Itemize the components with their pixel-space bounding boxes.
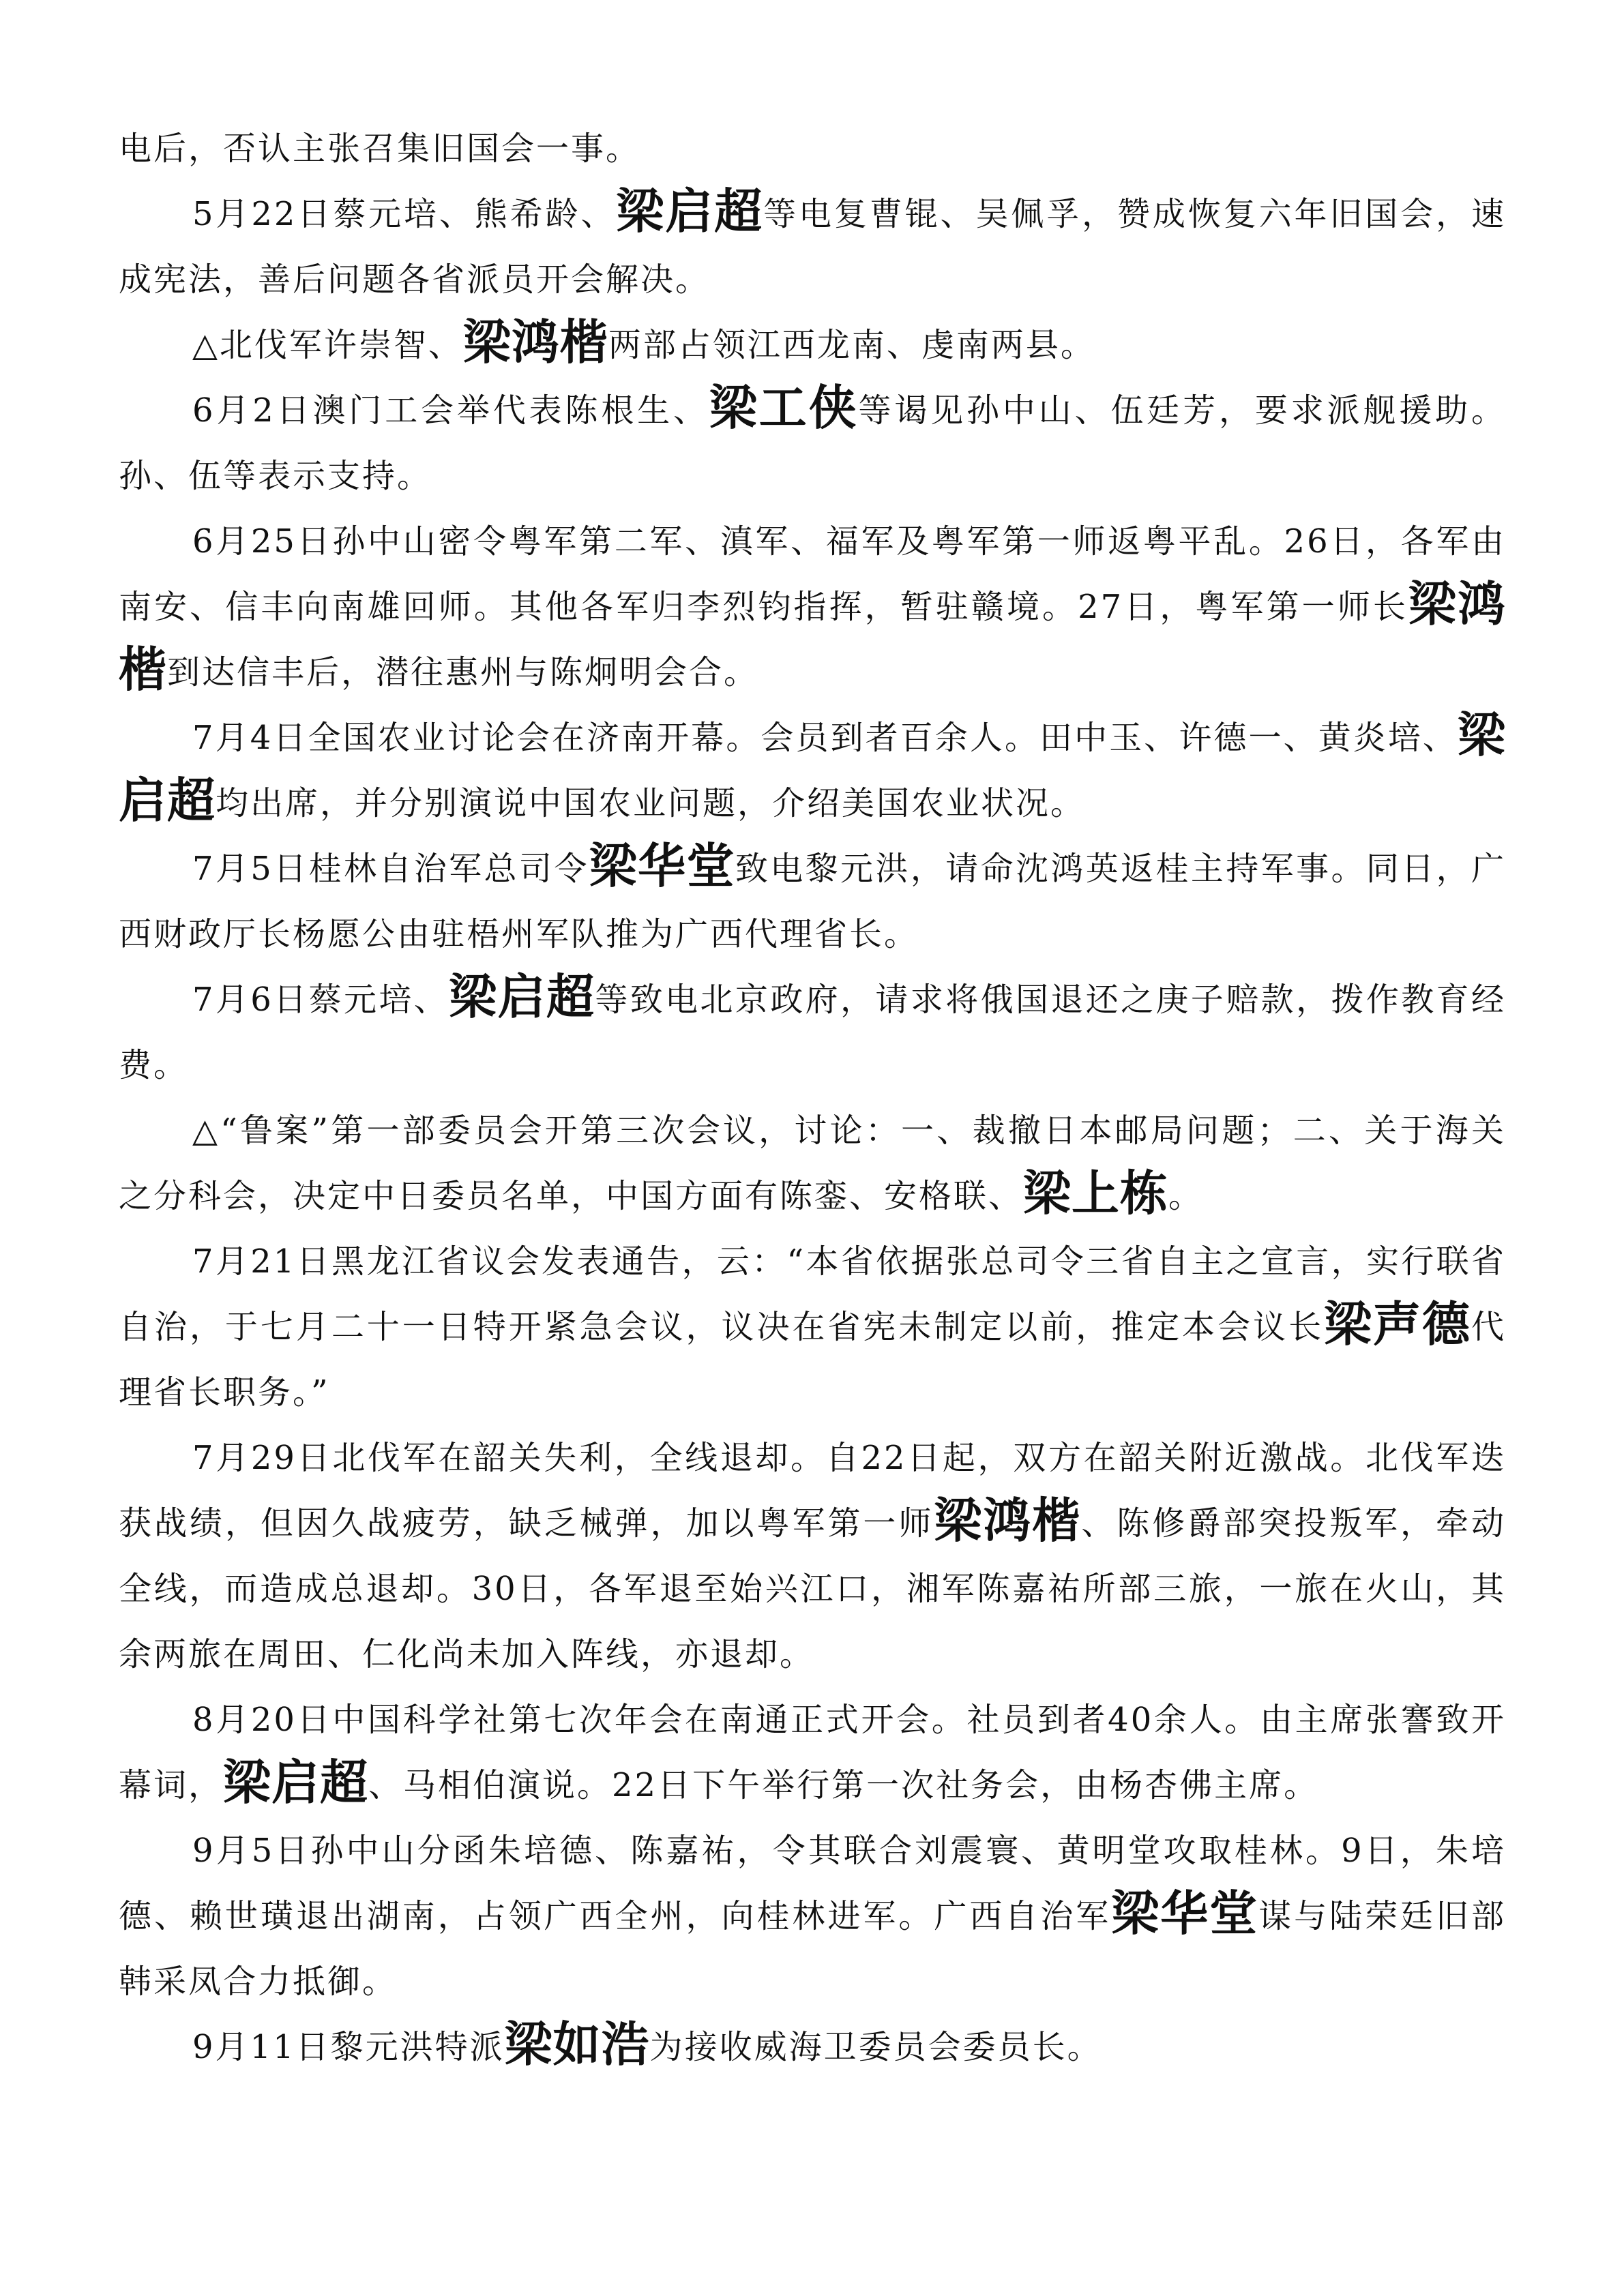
text-run: 等谒见孙中山、伍廷芳，要求派舰援助。孙、伍等表示支持。 [119,391,1506,495]
highlighted-name: 梁启超 [616,183,764,239]
paragraph [119,1098,1506,1229]
paragraph [119,1687,1506,1818]
highlighted-name: 梁华堂 [589,838,735,894]
text-run: 9月5日孙中山分函朱培德、陈嘉祐，令其联合刘震寰、黄明堂攻取桂林。9日，朱培德、赖世璜退出湖南，占领广西全州，向桂林进军。广西自治军 [119,1832,1506,1935]
paragraph [119,836,1506,967]
highlighted-name: 梁启超 [449,969,595,1025]
text-run: 均出席，并分别演说中国农业问题，介绍美国农业状况。 [216,784,1086,822]
text-run: 7月21日黑龙江省议会发表通告，云：“本省依据张总司令三省自主之宣言，实行联省自治，于七月二十一日特开紧急会议，议决在省宪未制定以前，推定本会议长 [119,1242,1506,1346]
text-run: 为接收威海卫委员会委员长。 [649,2028,1102,2066]
text-run: 6月2日澳门工会举代表陈根生、 [192,391,709,430]
text-run: 5月22日蔡元培、熊希龄、 [192,195,617,233]
paragraph [119,705,1506,836]
highlighted-name: 梁如浩 [504,2016,650,2072]
paragraph [119,1818,1506,2014]
text-run: 7月4日全国农业讨论会在济南开幕。会员到者百余人。田中玉、许德一、黄炎培、 [192,719,1458,757]
text-run: 等电复曹锟、吴佩孚，赞成恢复六年旧国会，速成宪法，善后问题各省派员开会解决。 [119,195,1506,299]
highlighted-name: 梁华堂 [1111,1885,1259,1941]
paragraph [119,509,1506,705]
text-run: 等致电北京政府，请求将俄国退还之庚子赔款，拨作教育经费。 [119,981,1506,1084]
text-run: 到达信丰后，潜往惠州与陈炯明会合。 [167,653,759,691]
highlighted-name: 梁启超 [223,1755,369,1810]
highlighted-name: 梁鸿楷 [934,1493,1082,1549]
text-run: 7月29日北伐军在韶关失利，全线退却。自22日起，双方在韶关附近激战。北伐军迭获战绩，但因久战疲劳，缺乏械弹，加以粤军第一师 [119,1439,1506,1542]
paragraph [119,378,1506,509]
paragraph [119,2014,1506,2080]
text-run: △“鲁案”第一部委员会开第三次会议，讨论：一、裁撤日本邮局问题；二、关于海关之分科会，决定中日委员名单，中国方面有陈銮、安格联、 [119,1112,1506,1215]
text-run: 6月25日孙中山密令粤军第二军、滇军、福军及粤军第一师返粤平乱。26日，各军由南安、信丰向南雄回师。其他各军归李烈钧指挥，暂驻赣境。27日，粤军第一师长 [119,522,1506,626]
text-run: 、陈修爵部突投叛军，牵动全线，而造成总退却。30日，各军退至始兴江口，湘军陈嘉祐所部三旅，一旅在火山，其余两旅在周田、仁化尚未加入阵线，亦退却。 [119,1504,1506,1673]
highlighted-name: 梁鸿楷 [119,576,1507,698]
text-run: 、马相伯演说。22日下午举行第一次社务会，由杨杏佛主席。 [368,1766,1319,1804]
text-run: 两部占领江西龙南、虔南两县。 [608,326,1095,364]
text-run: 电后，否认主张召集旧国会一事。 [119,130,641,168]
text-run: 。 [1168,1177,1204,1215]
text-run: 代理省长职务。” [119,1308,1506,1412]
highlighted-name: 梁启超 [119,707,1506,829]
text-run: 致电黎元洪，请命沈鸿英返桂主持军事。同日，广西财政厅长杨愿公由驻梧州军队推为广西代理省长。 [119,850,1506,953]
text-run: 7月5日桂林自治军总司令 [192,850,589,888]
highlighted-name: 梁声德 [1324,1296,1471,1352]
text-run: 7月6日蔡元培、 [192,981,449,1019]
highlighted-name: 梁工侠 [709,380,859,436]
highlighted-name: 梁上栋 [1023,1165,1169,1221]
text-run: △北伐军许崇智、 [192,326,463,364]
highlighted-name: 梁鸿楷 [462,314,608,370]
document-body [119,116,1506,2080]
paragraph [119,1425,1506,1687]
paragraph [119,967,1506,1098]
paragraph [119,181,1506,312]
paragraph [119,1229,1506,1425]
paragraph [119,312,1506,378]
paragraph [119,116,1506,181]
text-run: 谋与陆荣廷旧部韩采凤合力抵御。 [119,1897,1506,2001]
text-run: 9月11日黎元洪特派 [192,2028,505,2066]
text-run: 8月20日中国科学社第七次年会在南通正式开会。社员到者40余人。由主席张謇致开幕词， [119,1701,1506,1804]
